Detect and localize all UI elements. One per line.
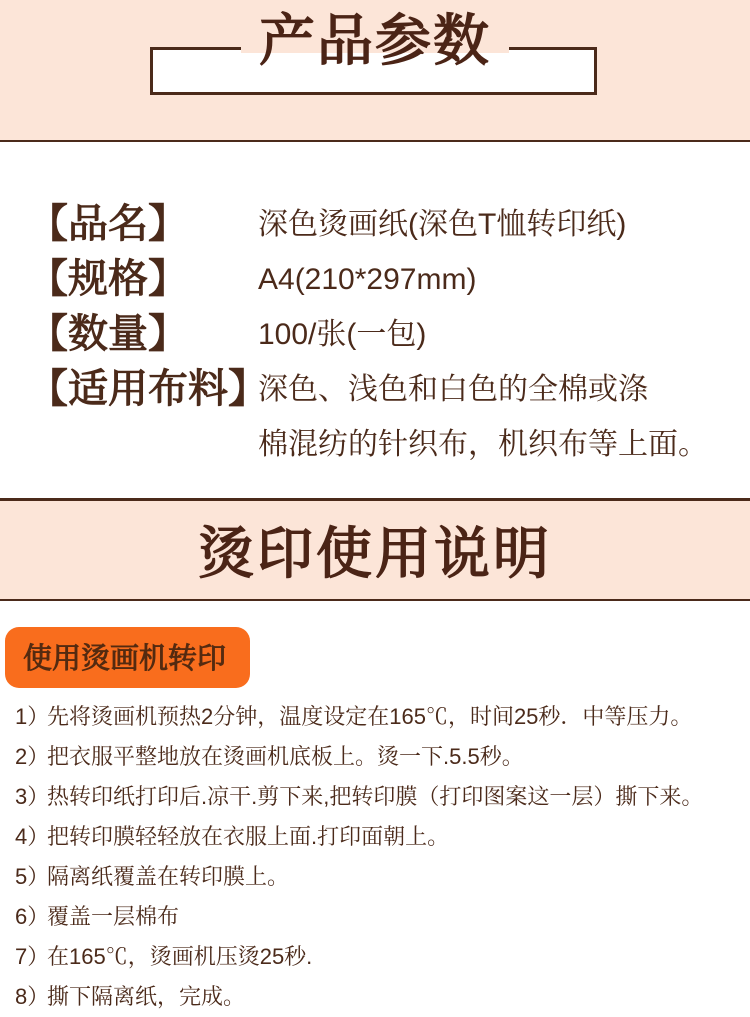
param-value-line2: 棉混纺的针织布，机织布等上面。 <box>258 428 708 461</box>
step-number: 7） <box>15 944 50 969</box>
param-label: 【数量】 <box>28 312 188 356</box>
step-number: 4） <box>15 824 50 849</box>
step-number: 3） <box>15 784 50 809</box>
transfer-method-tag: 使用烫画机转印 <box>5 627 250 688</box>
usage-step <box>15 737 740 777</box>
usage-banner-title: 烫印使用说明 <box>198 522 552 585</box>
step-text: 热转印纸打印后.凉干.剪下来,把转印膜（打印图案这一层）撕下来。 <box>47 784 704 809</box>
param-row-fabric <box>28 362 730 472</box>
usage-step <box>15 897 740 937</box>
param-value: 深色、浅色和白色的全棉或涤 <box>258 373 648 406</box>
usage-step <box>15 777 740 817</box>
step-number: 6） <box>15 904 50 929</box>
page-title: 产品参数 <box>259 9 491 72</box>
param-value: A4(210*297mm) <box>258 263 477 296</box>
step-number: 8） <box>15 984 50 1009</box>
step-text: 隔离纸覆盖在转印膜上。 <box>47 864 290 889</box>
param-label: 【规格】 <box>28 257 188 301</box>
product-params-header <box>0 0 750 142</box>
step-number: 5） <box>15 864 50 889</box>
usage-step <box>15 857 740 897</box>
param-label: 【品名】 <box>28 202 188 246</box>
param-value: 深色烫画纸(深色T恤转印纸) <box>258 208 627 241</box>
product-params-section <box>0 142 750 498</box>
step-number: 1） <box>15 704 50 729</box>
usage-step <box>15 697 740 737</box>
step-text: 把转印膜轻轻放在衣服上面.打印面朝上。 <box>47 824 450 849</box>
usage-instructions-banner <box>0 498 750 601</box>
usage-steps-list <box>15 697 740 1017</box>
usage-instructions-section <box>0 601 750 1017</box>
step-text: 覆盖一层棉布 <box>47 904 180 929</box>
step-text: 在165℃，烫画机压烫25秒. <box>47 944 313 969</box>
step-text: 把衣服平整地放在烫画机底板上。烫一下.5.5秒。 <box>47 744 524 769</box>
usage-step <box>15 817 740 857</box>
param-row-quantity <box>28 307 730 362</box>
page-title-wrap <box>241 0 509 72</box>
step-text: 先将烫画机预热2分钟，温度设定在165℃，时间25秒．中等压力。 <box>47 704 693 729</box>
usage-step <box>15 937 740 977</box>
step-text: 撕下隔离纸，完成。 <box>47 984 246 1009</box>
usage-step <box>15 977 740 1017</box>
param-label: 【适用布料】 <box>28 367 268 411</box>
step-number: 2） <box>15 744 50 769</box>
param-value: 100/张(一包) <box>258 318 427 351</box>
param-row-name <box>28 197 730 252</box>
param-row-spec <box>28 252 730 307</box>
